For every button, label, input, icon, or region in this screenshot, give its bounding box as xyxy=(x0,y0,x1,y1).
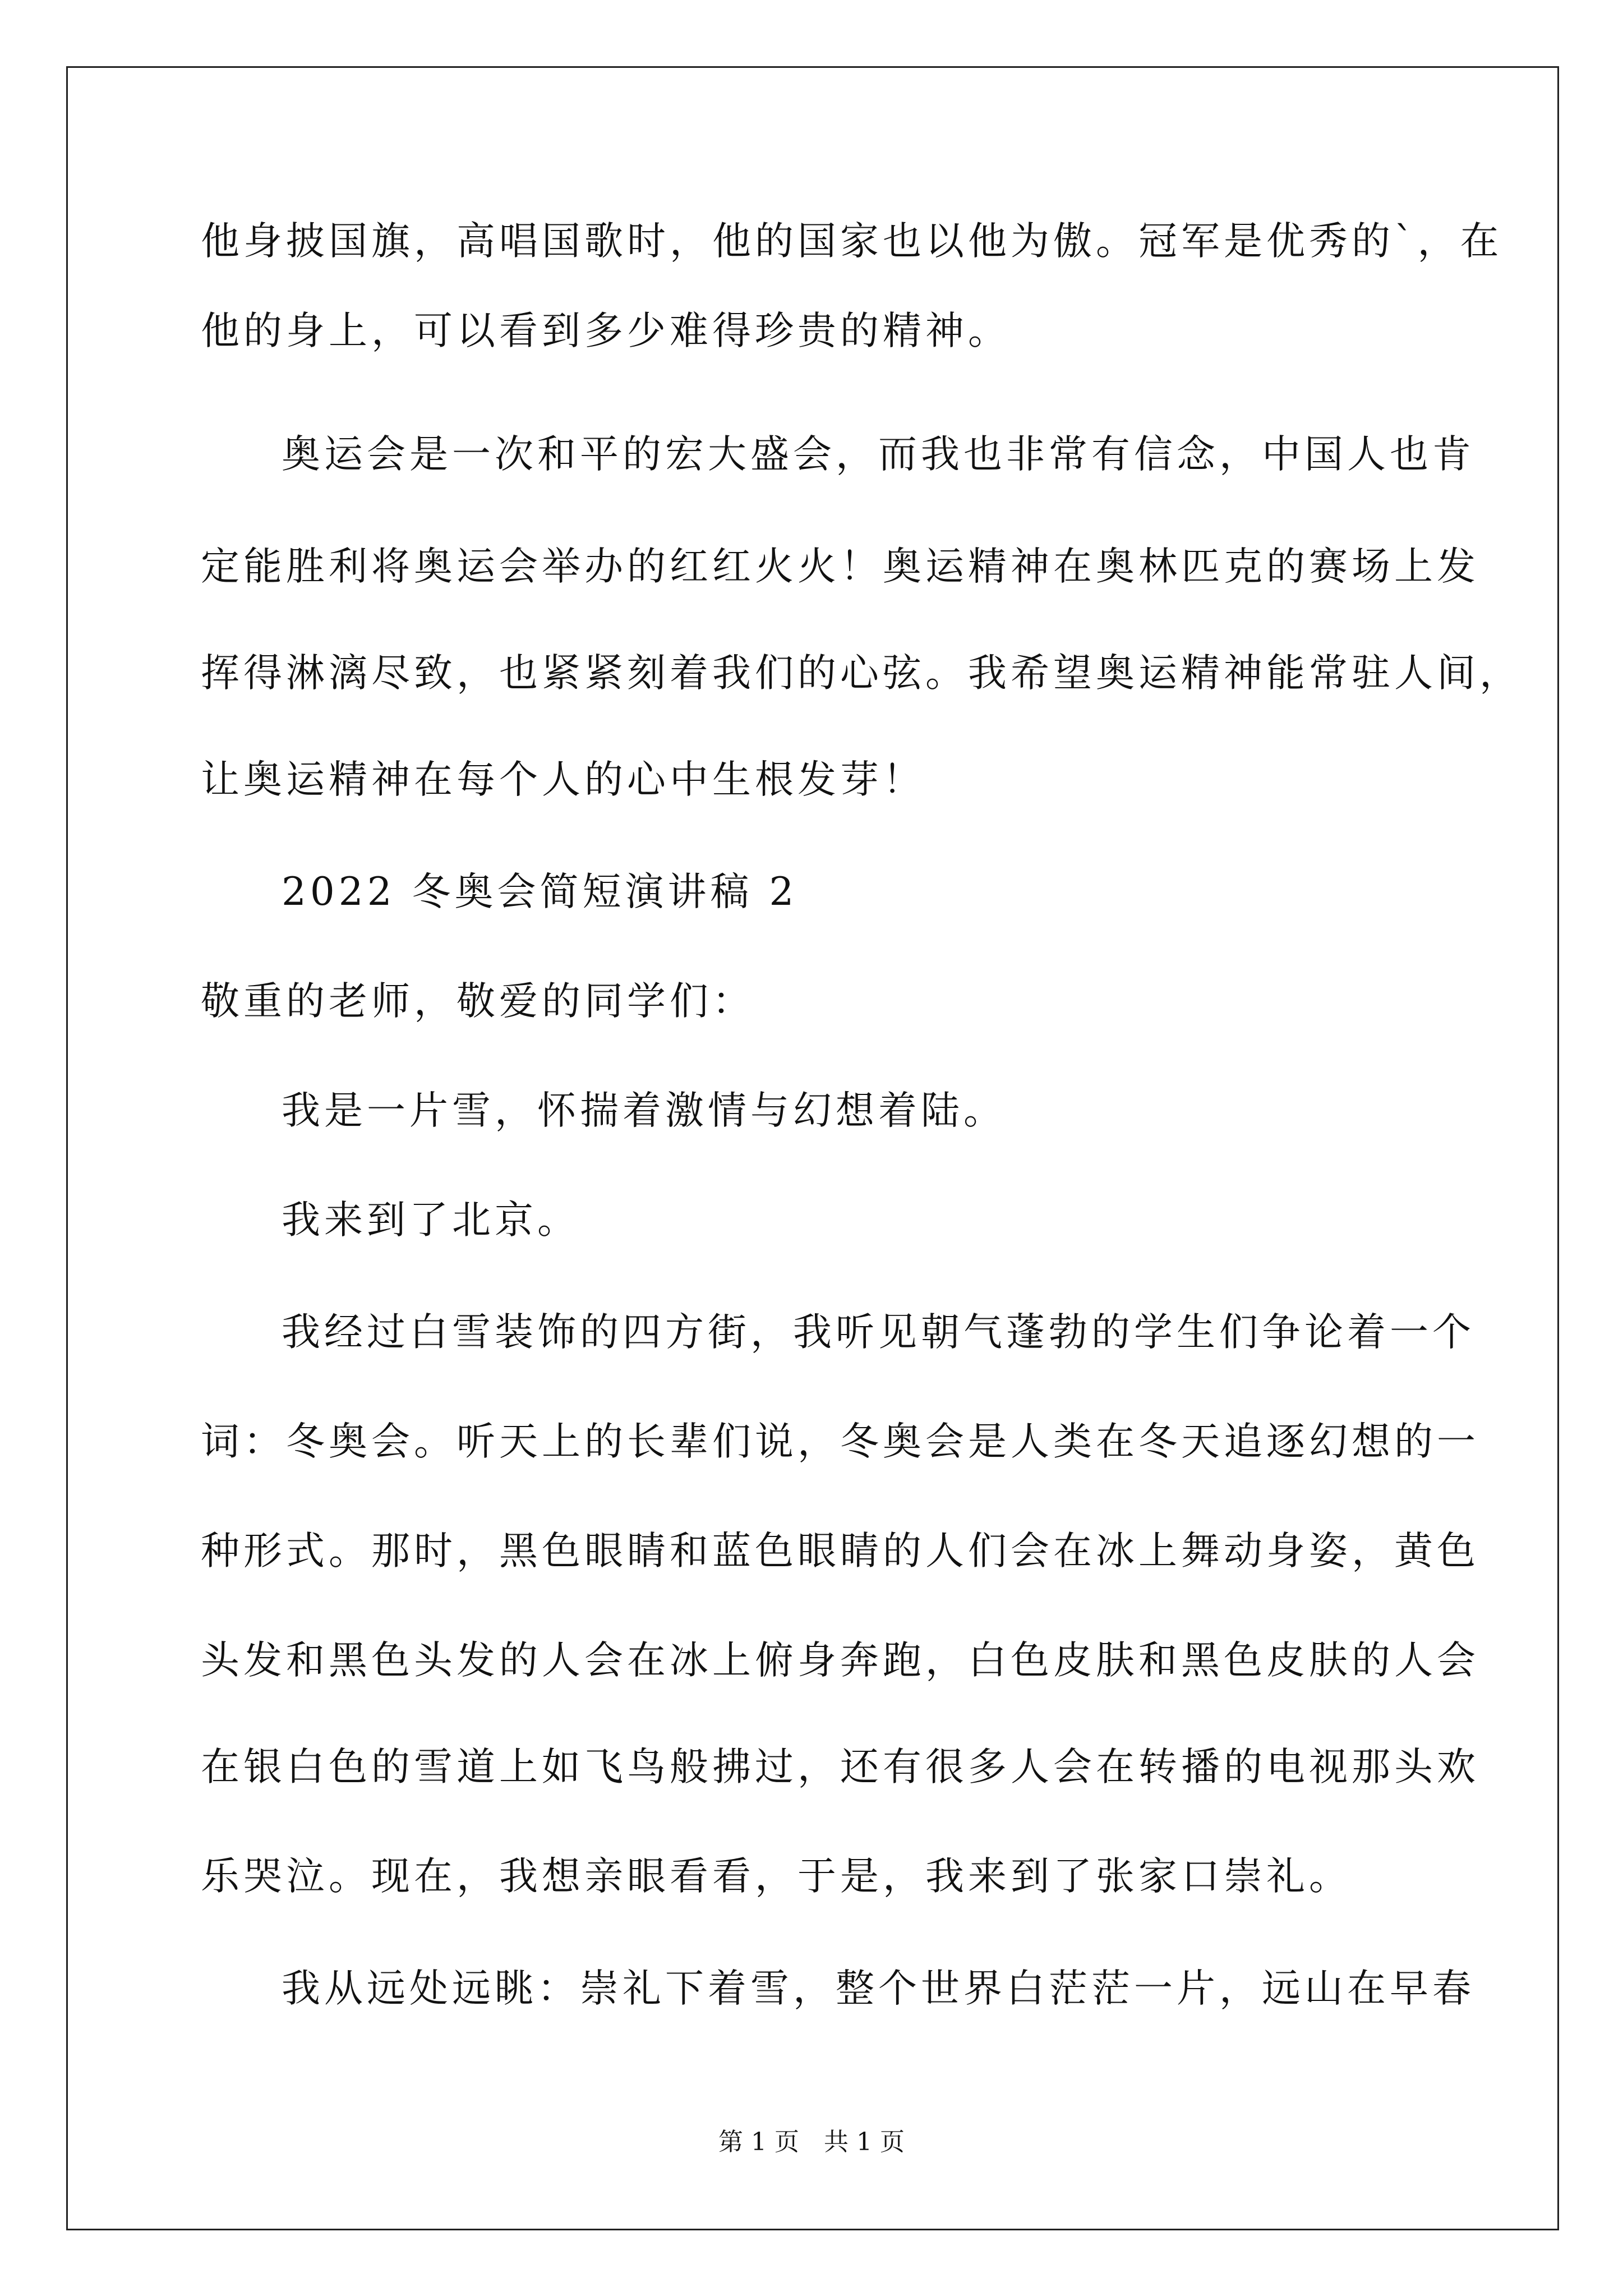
salutation: 敬重的老师，敬爱的同学们： xyxy=(201,979,755,1024)
text-line: 让奥运精神在每个人的心中生根发芽！ xyxy=(201,757,925,802)
text-line: 头发和黑色头发的人会在冰上俯身奔跑，白色皮肤和黑色皮肤的人会 xyxy=(201,1638,1479,1683)
page-border xyxy=(66,66,1559,2230)
text-line: 在银白色的雪道上如飞鸟般拂过，还有很多人会在转播的电视那头欢 xyxy=(201,1745,1479,1789)
page-number: 第 1 页 共 1 页 xyxy=(718,2128,905,2156)
text-line: 挥得淋漓尽致，也紧紧刻着我们的心弦。我希望奥运精神能常驻人间， xyxy=(201,651,1522,696)
paragraph-start: 我来到了北京。 xyxy=(282,1198,580,1243)
paragraph-start: 我从远处远眺：崇礼下着雪，整个世界白茫茫一片，远山在早春 xyxy=(282,1966,1475,2011)
text-line: 种形式。那时，黑色眼睛和蓝色眼睛的人们会在冰上舞动身姿，黄色 xyxy=(201,1529,1479,1573)
text-line: 他身披国旗，高唱国歌时，他的国家也以他为傲。冠军是优秀的`，在 xyxy=(201,219,1503,264)
text-line: 词：冬奥会。听天上的长辈们说，冬奥会是人类在冬天追逐幻想的一 xyxy=(201,1419,1479,1464)
text-line: 定能胜利将奥运会举办的红红火火！奥运精神在奥林匹克的赛场上发 xyxy=(201,544,1479,589)
text-line: 他的身上，可以看到多少难得珍贵的精神。 xyxy=(201,309,1011,353)
paragraph-start: 我是一片雪，怀揣着激情与幻想着陆。 xyxy=(282,1088,1006,1133)
text-line: 乐哭泣。现在，我想亲眼看看，于是，我来到了张家口崇礼。 xyxy=(201,1854,1352,1899)
paragraph-start: 奥运会是一次和平的宏大盛会，而我也非常有信念，中国人也肯 xyxy=(282,432,1475,477)
section-heading: 2022 冬奥会简短演讲稿 2 xyxy=(282,869,798,914)
paragraph-start: 我经过白雪装饰的四方街，我听见朝气蓬勃的学生们争论着一个 xyxy=(282,1310,1475,1355)
